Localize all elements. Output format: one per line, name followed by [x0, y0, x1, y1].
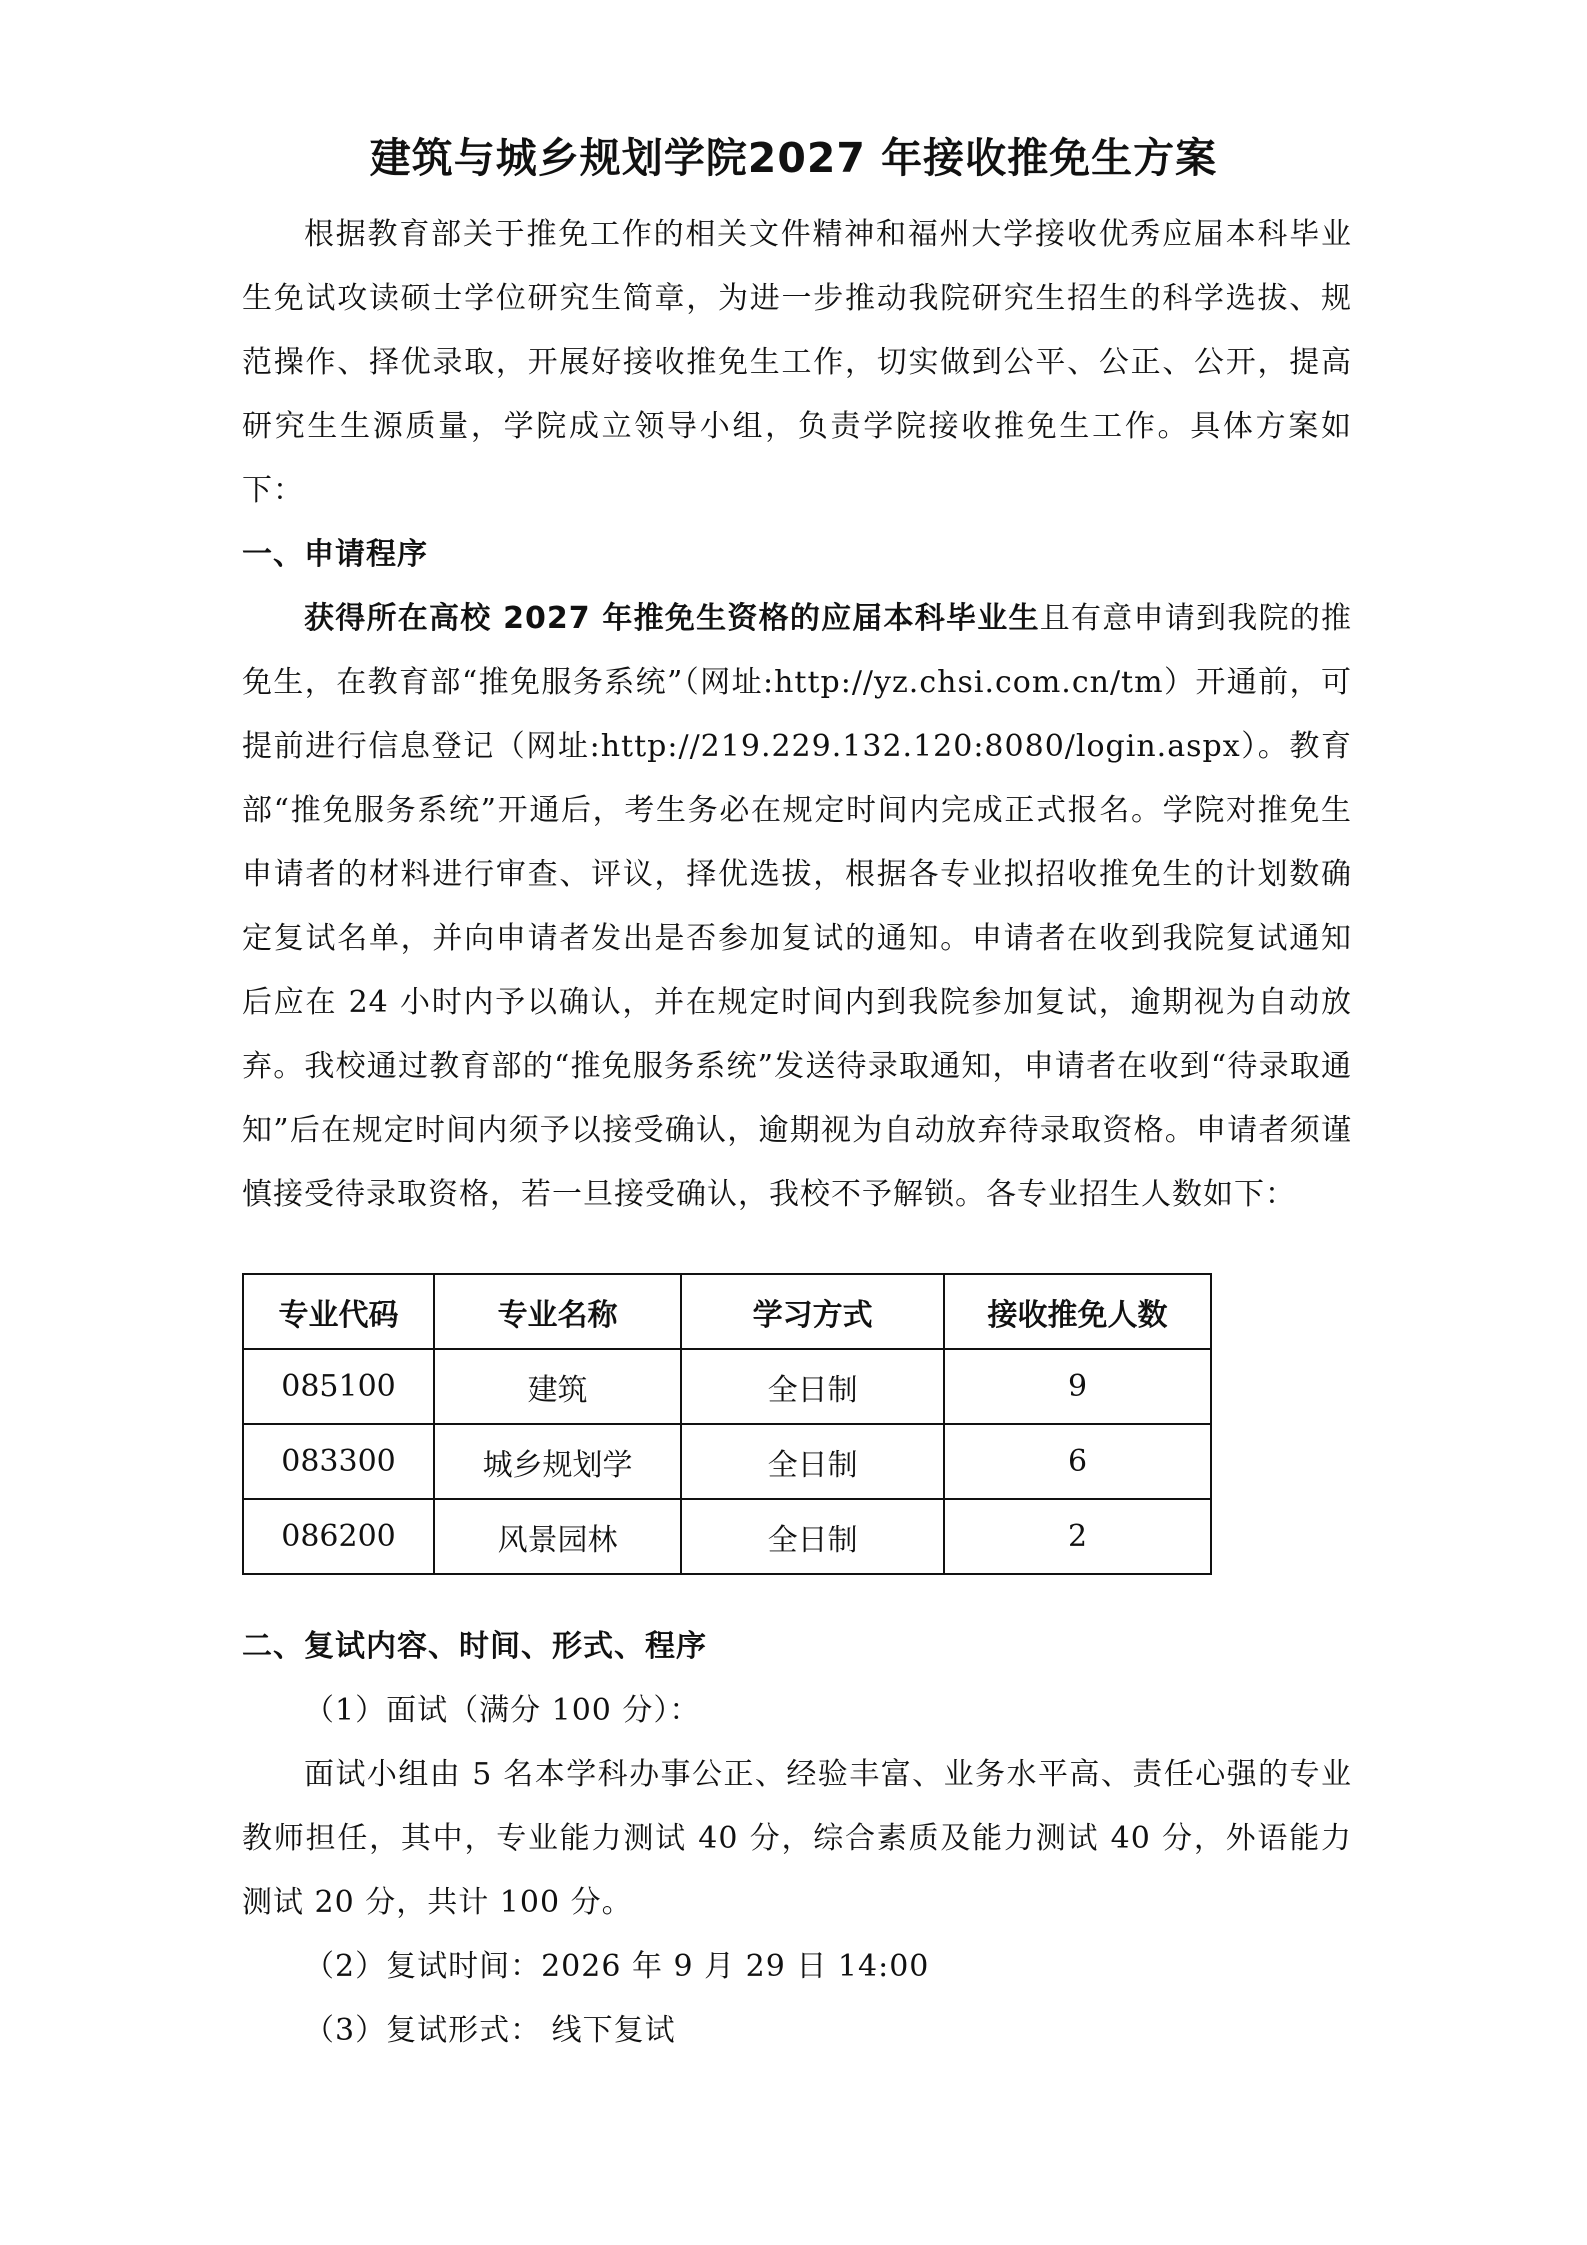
cell-count: 6	[944, 1424, 1211, 1499]
interview-item: （1）面试（满分 100 分）：	[304, 1693, 701, 1728]
section1-text-b: ）。教育部“推免服务系统”开通后，考生务必在规定时间内完成正式报名。学院对推免生申请者的材料进行审查、评议，择优选拔，根据各专业拟招收推免生的计划数确定复试名单，并向申请者发出是否参加复试的通知。申请者在收到我院复试通知后应在 24 小时内予以确认，并在规定时间内到我院参加复试，逾期视为自动放弃。我校通过教育部的“推免服务系统”发送待录取通知，申请者在收到“待录取通知”后在规定时间内须予以接受确认，逾期视为自动放弃待录取资格。申请者须谨慎接受待录取资格，若一旦接受确认，我校不予解锁。各专业招生人数如下：	[242, 729, 1353, 1212]
section1-paragraph	[242, 587, 1352, 1227]
section2-heading: 二、复试内容、时间、形式、程序	[242, 1629, 707, 1664]
header-count: 接收推免人数	[944, 1274, 1211, 1349]
section1-bold-lead: 获得所在高校 2027 年推免生资格的应届本科毕业生	[304, 601, 1040, 636]
cell-name: 建筑	[434, 1349, 681, 1424]
document-title: 建筑与城乡规划学院2027 年接收推免生方案	[369, 134, 1218, 182]
cell-count: 2	[944, 1499, 1211, 1574]
cell-count: 9	[944, 1349, 1211, 1424]
registration-url: http://219.229.132.120:8080/login.aspx	[600, 729, 1241, 764]
table-header-row	[243, 1274, 1211, 1349]
cell-mode: 全日制	[681, 1424, 944, 1499]
intro-paragraph: 根据教育部关于推免工作的相关文件精神和福州大学接收优秀应届本科毕业生免试攻读硕士学位研究生简章，为进一步推动我院研究生招生的科学选拔、规范操作、择优录取，开展好接收推免生工作，切实做到公平、公正、公开，提高研究生生源质量，学院成立领导小组，负责学院接收推免生工作。具体方案如下：	[242, 217, 1352, 508]
header-name: 专业名称	[434, 1274, 681, 1349]
cell-code: 086200	[243, 1499, 434, 1574]
section1-heading: 一、申请程序	[242, 537, 428, 572]
header-mode: 学习方式	[681, 1274, 944, 1349]
table-row	[243, 1424, 1211, 1499]
cell-code: 085100	[243, 1349, 434, 1424]
document-body	[242, 203, 1352, 2063]
cell-mode: 全日制	[681, 1349, 944, 1424]
table-row	[243, 1499, 1211, 1574]
section1-text-a: 且有意申请到我院的推免生，在教育部“推免服务系统”（网址:http://yz.chsi.com.cn/tm）开通前，可提前进行信息登记（网址:	[242, 601, 1353, 764]
cell-name: 城乡规划学	[434, 1424, 681, 1499]
quota-table	[242, 1273, 1212, 1575]
interview-description: 面试小组由 5 名本学科办事公正、经验丰富、业务水平高、责任心强的专业教师担任，其中，专业能力测试 40 分，综合素质及能力测试 40 分，外语能力测试 20 分，共计 100 分。	[242, 1757, 1352, 1920]
cell-mode: 全日制	[681, 1499, 944, 1574]
retest-time: （2）复试时间：2026 年 9 月 29 日 14:00	[304, 1949, 930, 1984]
cell-code: 083300	[243, 1424, 434, 1499]
retest-format: （3）复试形式： 线下复试	[304, 2013, 676, 2048]
table-row	[243, 1349, 1211, 1424]
cell-name: 风景园林	[434, 1499, 681, 1574]
header-code: 专业代码	[243, 1274, 434, 1349]
